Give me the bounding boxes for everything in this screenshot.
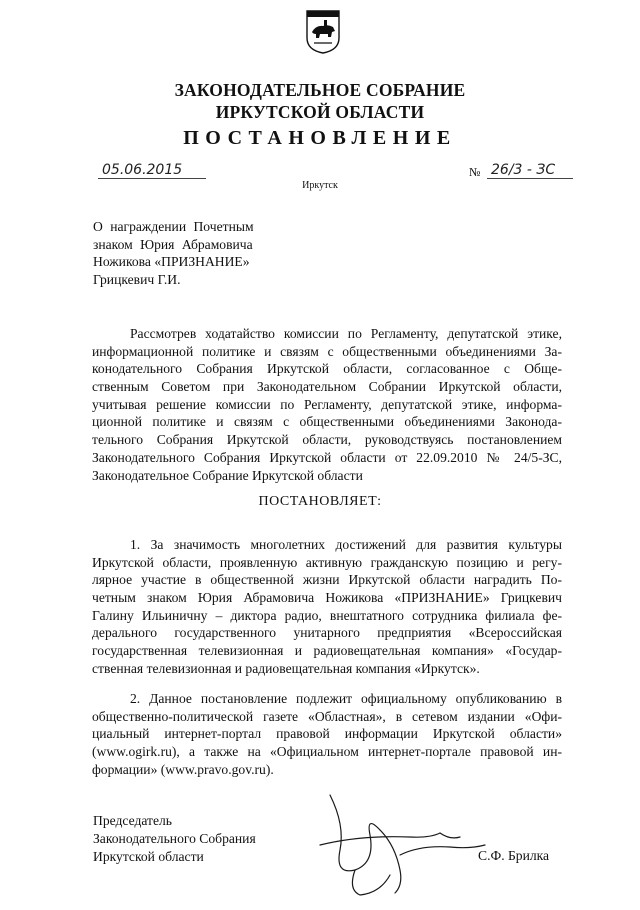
text-line: (www.ogirk.ru), а также на «Официальном интернет-портале правовой ин-: [92, 744, 562, 760]
text-line: Галину Ильиничну – диктора радио, внештатного сотрудника филиала фе-: [92, 607, 562, 623]
text-line: дерального государственного унитарного предприятия «Всероссийская: [92, 625, 562, 641]
city-label: Иркутск: [302, 180, 338, 191]
subject-line: знаком Юрия Абрамовича: [93, 236, 253, 252]
text-line: конодательного Собрания Иркутской области, согласованное с Обще-: [92, 361, 562, 377]
item-2-paragraph: [92, 690, 562, 778]
text-line: Законодательное Собрание Иркутской области: [92, 467, 363, 483]
coat-of-arms-emblem: [306, 10, 340, 54]
text-line: 2. Данное постановление подлежит официальному опубликованию в: [130, 691, 562, 706]
signatory-title-line: Председатель: [93, 813, 172, 828]
signatory-title-line: Законодательного Собрания: [93, 831, 256, 846]
handwritten-signature: [300, 775, 500, 905]
signatory-name: С.Ф. Брилка: [478, 848, 550, 863]
text-line: формации» (www.pravo.gov.ru).: [92, 761, 274, 777]
text-line: тельного Собрания Иркутской области, руководствуясь постановлением: [92, 432, 562, 448]
text-line: ственным Советом при Законодательном Собрании Иркутской области,: [92, 379, 562, 395]
item-1-paragraph: [92, 536, 562, 678]
text-line: циальный интернет-портал правовой информации Иркутской области»: [92, 726, 562, 742]
text-line: Законодательного Собрания Иркутской области от 22.09.2010 № 24/5-ЗС,: [92, 449, 562, 465]
text-line: информационной политике и связям с общественными объединениями За-: [92, 343, 562, 359]
signatory-title-line: Иркутской области: [93, 849, 204, 864]
number-label: №: [469, 165, 481, 179]
org-name-line2: ИРКУТСКОЙ ОБЛАСТИ: [215, 102, 425, 122]
text-line: ственная телевизионная и радиовещательная компания «Иркутск».: [92, 660, 480, 676]
subject-line: О награждении Почетным: [93, 219, 254, 234]
text-line: Иркутской области, проявленную активную гражданскую позицию и регу-: [92, 554, 562, 570]
subject-line: Ножикова «ПРИЗНАНИЕ»: [93, 254, 250, 269]
text-line: государственная телевизионная и радиовещательная компания» «Государ-: [92, 643, 562, 659]
subject-line: Грицкевич Г.И.: [93, 271, 181, 287]
text-line: учитывая решение комиссии по Регламенту, депутатской этике, информа-: [92, 396, 562, 412]
document-number: 26/3 - ЗС: [487, 162, 573, 179]
text-line: 1. За значимость многолетних достижений для развития культуры: [130, 537, 562, 552]
document-type-title: ПОСТАНОВЛЕНИЕ: [183, 127, 457, 149]
preamble-paragraph: [92, 325, 562, 484]
signatory-title: [93, 812, 256, 866]
text-line: лярное участие в общественной жизни Иркутской области наградить По-: [92, 572, 562, 588]
text-line: общественно-политической газете «Областная», в сетевом издании «Офи-: [92, 708, 562, 724]
text-line: ционной политике и связям с общественными объединениями Законода-: [92, 414, 562, 430]
org-name-line1: ЗАКОНОДАТЕЛЬНОЕ СОБРАНИЕ: [174, 80, 466, 100]
document-subject: [93, 218, 293, 288]
decree-heading: ПОСТАНОВЛЯЕТ:: [258, 494, 382, 509]
text-line: четным знаком Юрия Абрамовича Ножикова «ПРИЗНАНИЕ» Грицкевич: [92, 590, 562, 606]
text-line: Рассмотрев ходатайство комиссии по Регламенту, депутатской этике,: [130, 326, 562, 341]
document-date: 05.06.2015: [98, 162, 206, 179]
